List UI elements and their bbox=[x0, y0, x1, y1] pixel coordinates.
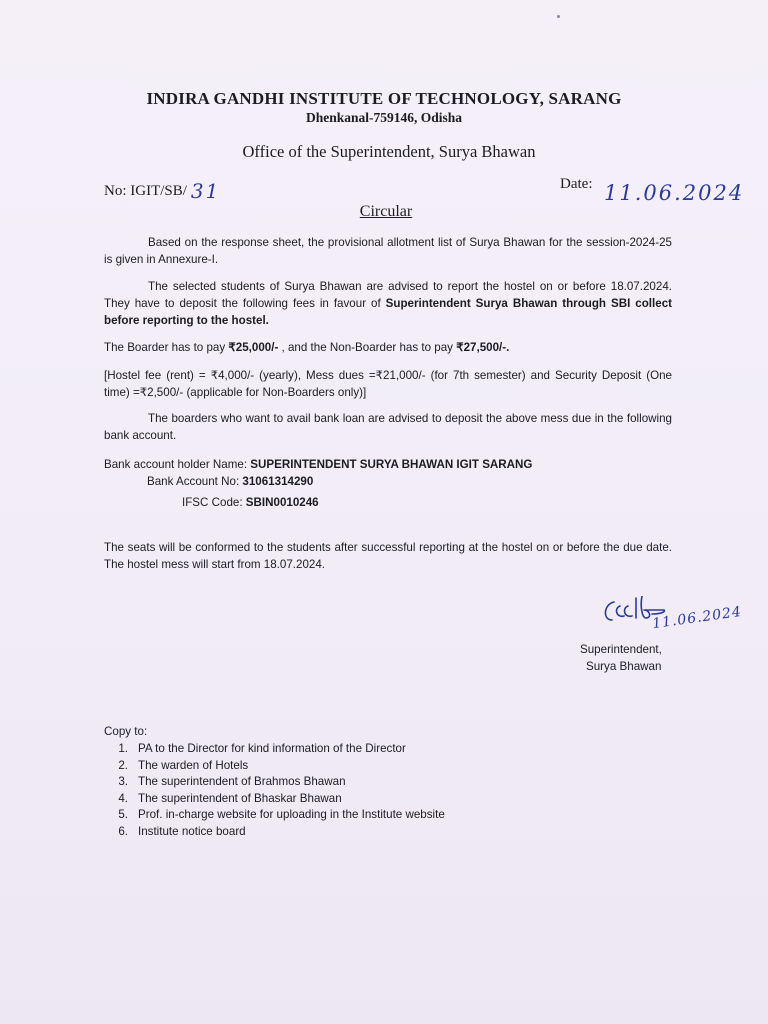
copy-to-item-text: The superintendent of Brahmos Bhawan bbox=[138, 775, 346, 788]
institute-name: INDIRA GANDHI INSTITUTE OF TECHNOLOGY, SARANG bbox=[146, 89, 622, 108]
copy-to-item-number: 4. bbox=[118, 791, 128, 805]
institute-address: Dhenkanal-759146, Odisha bbox=[305, 110, 463, 125]
signature-date: 11.06.2024 bbox=[651, 603, 743, 633]
paragraph-reporting-bold: Superintendent Surya Bhawan through SBI collect before reporting to the hostel. bbox=[104, 297, 672, 327]
paragraph-bank-loan bbox=[104, 410, 672, 444]
bank-ifsc-value: SBIN0010246 bbox=[245, 496, 319, 509]
copy-to-item-text: The superintendent of Bhaskar Bhawan bbox=[138, 791, 342, 805]
non-boarder-amount: ₹27,500/-. bbox=[456, 341, 510, 354]
copy-to-item bbox=[104, 791, 445, 808]
copy-to-item-text: The warden of Hotels bbox=[138, 758, 249, 772]
copy-to-item bbox=[104, 807, 445, 824]
bank-ifsc-label: IFSC Code: bbox=[182, 496, 246, 509]
paragraph-fees bbox=[104, 339, 672, 356]
paragraph-reporting bbox=[104, 278, 672, 329]
paragraph-allotment bbox=[104, 234, 672, 268]
signatory-office: Surya Bhawan bbox=[586, 660, 662, 673]
handwritten-reference-number: 31 bbox=[190, 179, 221, 203]
reference-label: No: IGIT/SB/ bbox=[104, 183, 187, 199]
signatory bbox=[580, 641, 662, 675]
copy-to-label: Copy to: bbox=[104, 725, 148, 738]
bank-holder-label: Bank account holder Name: bbox=[104, 458, 251, 471]
signatory-title: Superintendent, bbox=[580, 643, 662, 656]
bank-account-label: Bank Account No: bbox=[147, 475, 243, 488]
copy-to-item bbox=[104, 741, 445, 758]
copy-to-item bbox=[104, 774, 445, 791]
copy-to-item bbox=[104, 824, 445, 841]
bank-holder bbox=[104, 458, 532, 471]
paper-speck bbox=[557, 15, 560, 18]
date-label: Date: bbox=[560, 176, 593, 192]
copy-to-item-text: Institute notice board bbox=[138, 824, 246, 838]
copy-to-list bbox=[104, 741, 445, 840]
copy-to-item-number: 6. bbox=[118, 824, 128, 838]
boarder-amount: ₹25,000/- bbox=[228, 341, 279, 354]
paragraph-bank-loan-text: The boarders who want to avail bank loan are advised to deposit the above mess due in the following bank account. bbox=[104, 412, 672, 442]
paragraph-fee-breakdown: [Hostel fee (rent) = ₹4,000/- (yearly), Mess dues =₹21,000/- (for 7th semester) and Security Deposit (One time) =₹2,500/- (applicable for Non-Boarders only)] bbox=[104, 369, 672, 399]
copy-to-item-number: 2. bbox=[118, 758, 128, 772]
bank-holder-value: SUPERINTENDENT SURYA BHAWAN IGIT SARANG bbox=[250, 458, 533, 471]
copy-to-item bbox=[104, 758, 445, 775]
bank-account bbox=[147, 475, 313, 488]
fees-text-b: , and the Non-Boarder has to pay bbox=[278, 341, 457, 354]
bank-account-value: 31061314290 bbox=[242, 475, 314, 488]
copy-to-item-text: Prof. in-charge website for uploading in the Institute website bbox=[138, 808, 445, 821]
copy-to-item-text: PA to the Director for kind information of the Director bbox=[138, 742, 406, 755]
document-title: Circular bbox=[359, 203, 413, 220]
fees-text-a: The Boarder has to pay bbox=[104, 341, 229, 354]
paragraph-seats: The seats will be conformed to the students after successful reporting at the hostel on or before the due date. The hostel mess will start from 18.07.2024. bbox=[104, 541, 672, 571]
bank-ifsc bbox=[182, 496, 319, 509]
paragraph-allotment-text: Based on the response sheet, the provisional allotment list of Surya Bhawan for the session-2024-25 is given in Annexure-I. bbox=[104, 236, 672, 266]
office-name: Office of the Superintendent, Surya Bhawan bbox=[242, 142, 536, 161]
paragraph-reporting-text: The selected students of Surya Bhawan are advised to report the hostel on or before 18.07.2024. They have to deposit the following fees in favour of bbox=[104, 280, 672, 310]
copy-to-item-number: 5. bbox=[118, 808, 128, 821]
copy-to-item-number: 3. bbox=[118, 775, 128, 788]
copy-to-item-number: 1. bbox=[118, 742, 128, 755]
reference-number bbox=[104, 176, 221, 203]
handwritten-date: 11.06.2024 bbox=[604, 181, 745, 205]
